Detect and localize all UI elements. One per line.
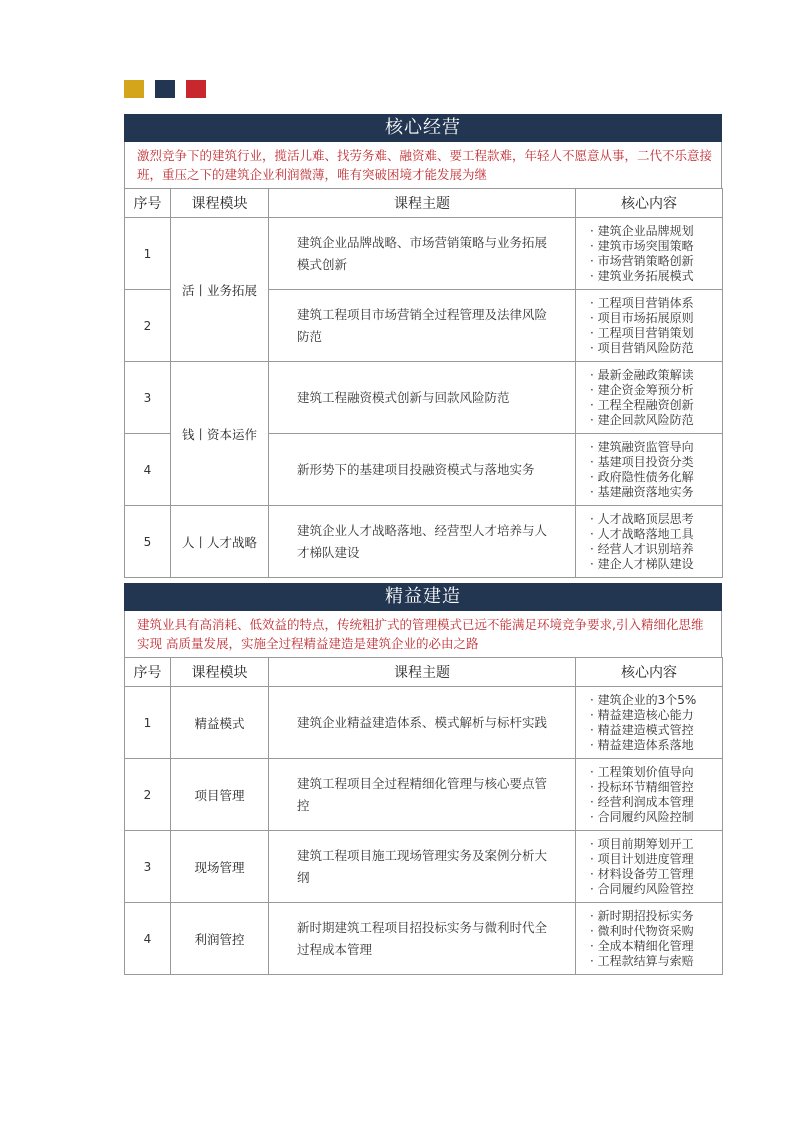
module-name: 人丨人才战略 — [171, 506, 269, 578]
core-item: · 最新金融政策解读 — [590, 368, 716, 383]
row-number: 2 — [125, 290, 171, 362]
column-header: 序号 — [125, 658, 171, 687]
table-row — [125, 903, 723, 975]
row-number: 3 — [125, 362, 171, 434]
core-item: · 合同履约风险管控 — [590, 882, 716, 897]
row-number: 5 — [125, 506, 171, 578]
module-name: 利润管控 — [171, 903, 269, 975]
core-item: · 建筑企业的3个5% — [590, 693, 716, 708]
core-item: · 人才战略落地工具 — [590, 527, 716, 542]
core-content — [576, 218, 723, 290]
course-topic: 建筑工程融资模式创新与回款风险防范 — [269, 362, 576, 434]
course-topic: 新形势下的基建项目投融资模式与落地实务 — [269, 434, 576, 506]
core-item: · 基建融资落地实务 — [590, 485, 716, 500]
core-content — [576, 506, 723, 578]
core-item: · 工程全程融资创新 — [590, 398, 716, 413]
core-item: · 投标环节精细管控 — [590, 780, 716, 795]
core-item: · 全成本精细化管理 — [590, 939, 716, 954]
row-number: 1 — [125, 687, 171, 759]
core-content — [576, 903, 723, 975]
column-header: 序号 — [125, 189, 171, 218]
core-content — [576, 831, 723, 903]
column-header: 课程模块 — [171, 658, 269, 687]
column-header: 课程主题 — [269, 658, 576, 687]
core-content — [576, 759, 723, 831]
module-name: 精益模式 — [171, 687, 269, 759]
red-swatch — [186, 80, 206, 98]
course-table — [124, 188, 723, 578]
column-header: 核心内容 — [576, 189, 723, 218]
core-item: · 市场营销策略创新 — [590, 254, 716, 269]
core-item: · 经营人才识别培养 — [590, 542, 716, 557]
course-table — [124, 657, 723, 975]
core-content — [576, 290, 723, 362]
core-content — [576, 434, 723, 506]
section-title: 核心经营 — [124, 114, 722, 142]
table-header-row — [125, 658, 723, 687]
course-topic: 建筑工程项目施工现场管理实务及案例分析大纲 — [269, 831, 576, 903]
core-item: · 工程项目营销体系 — [590, 296, 716, 311]
row-number: 3 — [125, 831, 171, 903]
course-topic: 建筑工程项目全过程精细化管理与核心要点管控 — [269, 759, 576, 831]
course-topic: 建筑企业精益建造体系、模式解析与标杆实践 — [269, 687, 576, 759]
core-item: · 项目市场拓展原则 — [590, 311, 716, 326]
core-item: · 建筑企业品牌规划 — [590, 224, 716, 239]
table-row — [125, 362, 723, 434]
module-name: 项目管理 — [171, 759, 269, 831]
navy-swatch — [155, 80, 175, 98]
core-item: · 建企回款风险防范 — [590, 413, 716, 428]
core-item: · 精益建造核心能力 — [590, 708, 716, 723]
section-intro: 激烈竞争下的建筑行业，揽活儿难、找劳务难、融资难、要工程款难，年轻人不愿意从事，二代不乐意接班，重压之下的建筑企业利润微薄，唯有突破困境才能发展为继 — [124, 142, 722, 188]
table-row — [125, 506, 723, 578]
core-item: · 工程策划价值导向 — [590, 765, 716, 780]
section-lean-construction — [124, 583, 722, 975]
core-item: · 项目前期筹划开工 — [590, 837, 716, 852]
course-topic: 建筑工程项目市场营销全过程管理及法律风险防范 — [269, 290, 576, 362]
core-item: · 政府隐性债务化解 — [590, 470, 716, 485]
module-name: 活丨业务拓展 — [171, 218, 269, 362]
section-title: 精益建造 — [124, 583, 722, 611]
core-item: · 新时期招投标实务 — [590, 909, 716, 924]
core-item: · 建筑市场突围策略 — [590, 239, 716, 254]
core-item: · 经营利润成本管理 — [590, 795, 716, 810]
core-item: · 精益建造体系落地 — [590, 738, 716, 753]
core-content — [576, 362, 723, 434]
row-number: 4 — [125, 434, 171, 506]
core-item: · 建企人才梯队建设 — [590, 557, 716, 572]
core-item: · 微利时代物资采购 — [590, 924, 716, 939]
core-item: · 工程款结算与索赔 — [590, 954, 716, 969]
core-item: · 建筑业务拓展模式 — [590, 269, 716, 284]
course-topic: 建筑企业品牌战略、市场营销策略与业务拓展模式创新 — [269, 218, 576, 290]
course-topic: 建筑企业人才战略落地、经营型人才培养与人才梯队建设 — [269, 506, 576, 578]
table-header-row — [125, 189, 723, 218]
row-number: 1 — [125, 218, 171, 290]
core-item: · 建企资金筹预分析 — [590, 383, 716, 398]
table-row — [125, 687, 723, 759]
core-item: · 合同履约风险控制 — [590, 810, 716, 825]
table-row — [125, 831, 723, 903]
core-item: · 人才战略顶层思考 — [590, 512, 716, 527]
row-number: 4 — [125, 903, 171, 975]
column-header: 课程主题 — [269, 189, 576, 218]
row-number: 2 — [125, 759, 171, 831]
table-row — [125, 759, 723, 831]
core-item: · 基建项目投资分类 — [590, 455, 716, 470]
core-item: · 项目计划进度管理 — [590, 852, 716, 867]
core-item: · 建筑融资监管导向 — [590, 440, 716, 455]
core-item: · 材料设备劳工管理 — [590, 867, 716, 882]
core-item: · 精益建造模式管控 — [590, 723, 716, 738]
section-core-business — [124, 114, 722, 578]
color-swatches — [124, 80, 206, 98]
core-item: · 工程项目营销策划 — [590, 326, 716, 341]
gold-swatch — [124, 80, 144, 98]
core-item: · 项目营销风险防范 — [590, 341, 716, 356]
table-row — [125, 218, 723, 290]
module-name: 钱丨资本运作 — [171, 362, 269, 506]
column-header: 课程模块 — [171, 189, 269, 218]
core-content — [576, 687, 723, 759]
column-header: 核心内容 — [576, 658, 723, 687]
section-intro: 建筑业具有高消耗、低效益的特点，传统粗扩式的管理模式已远不能满足环境竞争要求,引入精细化思维实现 高质量发展，实施全过程精益建造是建筑企业的必由之路 — [124, 611, 722, 657]
course-topic: 新时期建筑工程项目招投标实务与微利时代全过程成本管理 — [269, 903, 576, 975]
module-name: 现场管理 — [171, 831, 269, 903]
